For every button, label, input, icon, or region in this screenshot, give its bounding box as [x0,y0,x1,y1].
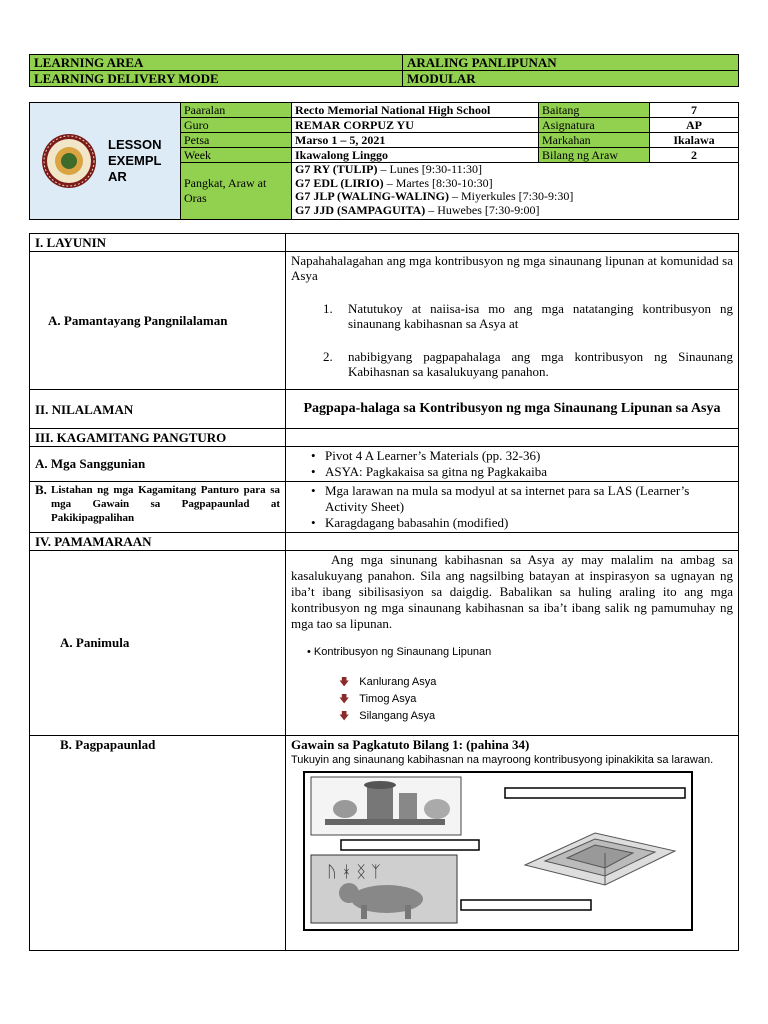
learning-area-label: LEARNING AREA [30,55,403,71]
lesson-exemplar-title: LESSON EXEMPL AR [108,137,162,184]
region-item: 🡇 Silangang Asya [339,710,436,722]
svg-text:ᚢ ᚼ ᛝ ᛉ: ᚢ ᚼ ᛝ ᛉ [327,862,381,881]
delivery-mode-value: MODULAR [403,71,739,87]
pangkat-label: Pangkat, Araw at Oras [181,163,292,220]
pamantayang-intro: Napahahalagahan ang mga kontribusyon ng mga sinaunang lipunan at komunidad sa Asya [291,253,733,283]
list-item: • Karagdagang babasahin (modified) [325,515,733,531]
asignatura-label: Asignatura [539,118,650,133]
panimula-bullet: • Kontribusyon ng Sinaunang Lipunan [307,646,492,658]
week-label: Week [181,148,292,163]
kagamitan-heading: III. KAGAMITANG PANGTURO [30,429,286,447]
list-item: • Pivot 4 A Learner’s Materials (pp. 32-36) [325,448,733,464]
listahan-cell [30,482,286,533]
asignatura-value: AP [650,118,739,133]
markahan-label: Markahan [539,133,650,148]
petsa-value: Marso 1 – 5, 2021 [292,133,539,148]
panimula-text: Ang mga sinunang kabihasnan sa Asya ay may malalim na ambag sa kasalukuyang panahon. Sila ang nagsilbing batayan at inspirasyon sa ugnayan ng iba’t ibang sibilisasiyon sa daigdig. Babalikan sa huling araling ito ang mga kontribusyon ng mga sinaunang kabihasnan sa iba’t ibang salik ng pamumuhay ng mga tao sa lipunan. [291,552,733,631]
listahan-content [286,482,739,533]
nilalaman-value: Pagpapa-halaga sa Kontribusyon ng mga Sinaunang Lipunan sa Asya [286,390,739,429]
paaralan-value: Recto Memorial National High School [292,103,539,118]
panimula-label: A. Panimula [30,551,286,736]
schedule-line: G7 EDL (LIRIO) – Martes [8:30-10:30] [295,175,493,190]
list-item: • ASYA: Pagkakaisa sa gitna ng Pagkakaiba [325,464,733,480]
guro-label: Guro [181,118,292,133]
pamamaraan-heading: IV. PAMAMARAAN [30,533,286,551]
list-item: • Mga larawan na mula sa modyul at sa internet para sa LAS (Learner’s Activity Sheet) [325,483,733,515]
lesson-cell [30,103,181,220]
gawain-instruction: Tukuyin ang sinaunang kabihasnan na mayroong kontribusyong ipinakikita sa larawan. [291,754,714,766]
listahan-list [291,483,733,531]
school-seal-logo [40,132,98,190]
schedule-line: G7 JJD (SAMPAGUITA) – Huwebes [7:30-9:00] [295,202,540,217]
delivery-mode-label: LEARNING DELIVERY MODE [30,71,403,87]
schedule-cell [292,163,739,220]
pagpapaunlad-content [286,736,739,951]
region-item: 🡇 Kanlurang Asya [339,676,437,688]
header-table [29,54,739,87]
schedule-line: G7 RY (TULIP) – Lunes [9:30-11:30] [295,162,483,176]
region-item: 🡇 Timog Asya [339,693,417,705]
sanggunian-label: A. Mga Sanggunian [30,447,286,482]
baitang-value: 7 [650,103,739,118]
layunin-heading: I. LAYUNIN [30,234,286,252]
petsa-label: Petsa [181,133,292,148]
gawain-title: Gawain sa Pagkatuto Bilang 1: (pahina 34) [291,737,530,752]
sanggunian-content [286,447,739,482]
arrow-down-icon: 🡇 [339,711,350,722]
week-value: Ikawalong Linggo [292,148,539,163]
arrow-down-icon: 🡇 [339,694,350,705]
objectives-list [291,301,733,379]
main-table [29,233,739,951]
guro-value: REMAR CORPUZ YU [292,118,539,133]
regions-list [339,674,733,725]
panimula-content [286,551,739,736]
arrow-down-icon: 🡇 [339,677,350,688]
paaralan-label: Paaralan [181,103,292,118]
learning-area-value: ARALING PANLIPUNAN [403,55,739,71]
objective-item: 1. Natutukoy at naiisa-isa mo ang mga natatanging kontribusyon ng sinaunang kabihasnan sa Asya at [336,301,733,331]
bilang-value: 2 [650,148,739,163]
info-table [29,102,739,220]
pagpapaunlad-label: B. Pagpapaunlad [30,736,286,951]
bilang-label: Bilang ng Araw [539,148,650,163]
objective-item: 2. nabibigyang pagpapahalaga ang mga kontribusyon ng Sinaunang Kabihasnan sa kasalukuyang panahon. [336,349,733,379]
schedule-line: G7 JLP (WALING-WALING) – Miyerkules [7:30-9:30] [295,189,574,203]
markahan-value: Ikalawa [650,133,739,148]
pamantayang-content [286,252,739,390]
listahan-letter: B. [35,482,47,497]
baitang-label: Baitang [539,103,650,118]
listahan-label: Listahan ng mga Kagamitang Panturo para sa mga Gawain sa Pagpapaunlad at Pakikipagpalihan [51,484,280,524]
pamantayang-label: A. Pamantayang Pangnilalaman [30,252,286,390]
ancient-artifacts-illustration [305,773,691,929]
activity-image-box [303,771,693,931]
sanggunian-list [291,448,733,480]
nilalaman-heading: II. NILALAMAN [30,390,286,429]
